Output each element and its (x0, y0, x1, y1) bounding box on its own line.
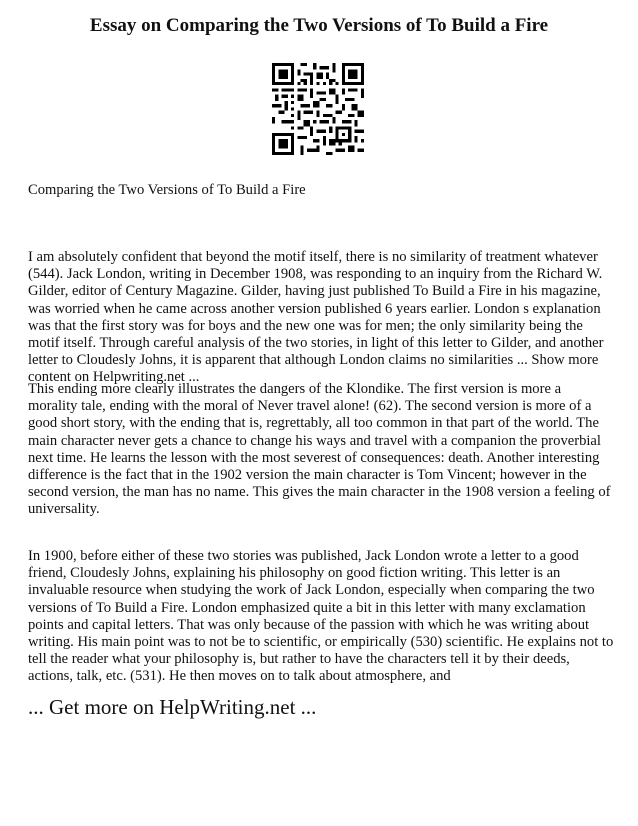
paragraph-2: This ending more clearly illustrates the dangers of the Klondike. The first version is more a morality tale, ending with the moral of Never travel alone! (62). The second version is more of a good short story, with the ending that is, regrettably, all too common in that part of the world. The main character never gets a chance to change his ways and travel with a companion the proverbial next time. He learns the lesson with the most severest of consequences: death. Another interesting difference is the fact that in the 1902 version the main character is Tom Vincent; however in the second version, the man has no name. This gives the main character in the 1908 version a feeling of universality. (28, 381, 611, 518)
get-more-link[interactable]: ... Get more on HelpWriting.net ... (28, 695, 317, 719)
qr-code-icon (272, 63, 364, 155)
paragraph-1: I am absolutely confident that beyond the motif itself, there is no similarity of treatment whatever (544). Jack London, writing in December 1908, was responding to an inquiry from the Richard W. Gilder, editor of Century Magazine. Gilder, having just published To Build a Fire in his magazine, was worried when he came across another version published 6 years earlier. London s explanation was that the first story was for boys and the new one was for men; the only similarity being the motif itself. Through careful analysis of the two stories, in light of this letter to Gilder, and another letter to Cloudesly Johns, it is apparent that although London claims no similarities ... Show more content on Helpwriting.net ... (28, 249, 604, 386)
document-title: Essay on Comparing the Two Versions of To Build a Fire (89, 15, 549, 36)
document-subtitle: Comparing the Two Versions of To Build a Fire (28, 182, 306, 198)
paragraph-3: In 1900, before either of these two stories was published, Jack London wrote a letter to a good friend, Cloudesly Johns, explaining his philosophy on good fiction writing. This letter is an invaluable resource when studying the work of Jack London, especially when comparing the two versions of To Build a Fire. London emphasized quite a bit in this letter with many exclamation points and capital letters. That was only because of the passion with which he was writing about writing. His main point was to not be to scientific, or empirically (530) scientific. He explains not to tell the reader what your philosophy is, but rather to have the characters tell it by their deeds, actions, talk, etc. (531). He then moves on to talk about atmosphere, and (28, 548, 614, 685)
